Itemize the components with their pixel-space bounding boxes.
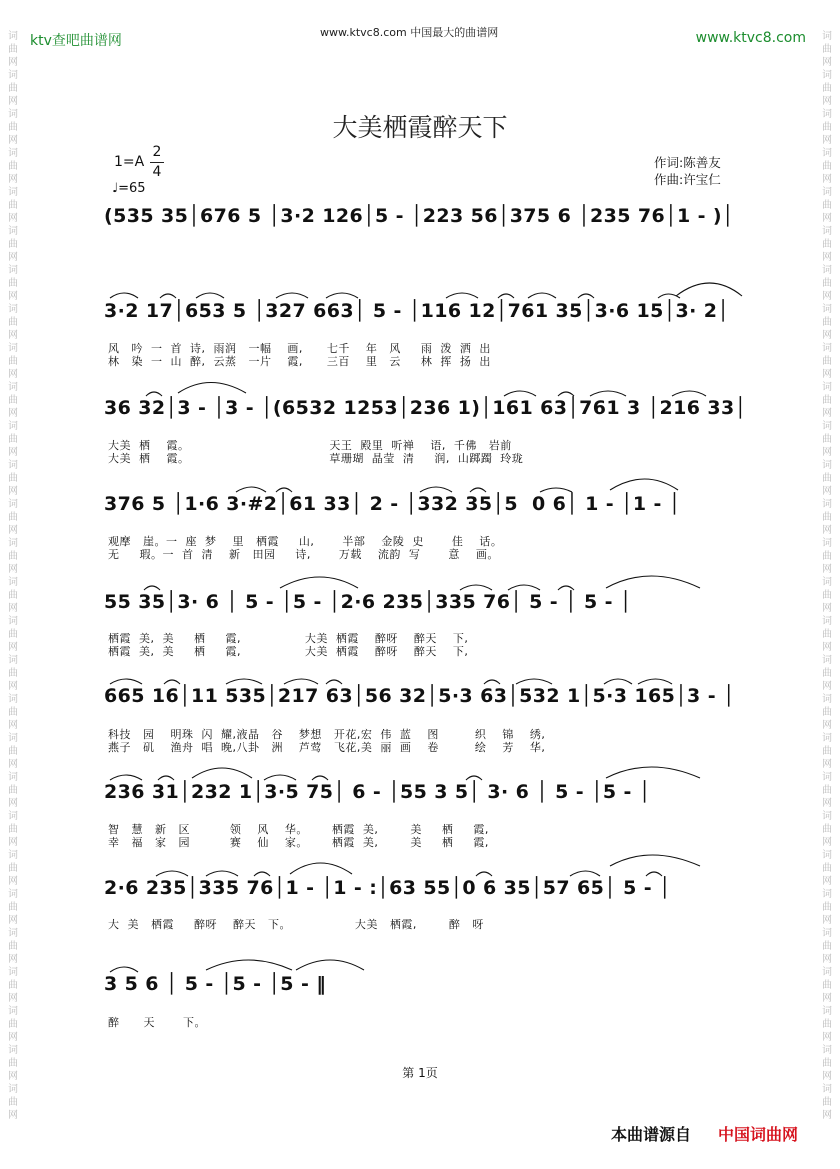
slur — [164, 680, 180, 684]
notation-line-3: 36 32│3 - │3 - │(6532 1253│236 1)│161 63│761 3 │216 33│ — [104, 397, 747, 419]
score-title: 大美栖霞醉天下 — [332, 113, 508, 142]
source-label: 本曲谱源自 — [611, 1125, 692, 1144]
slur — [226, 679, 262, 684]
slur — [604, 679, 632, 684]
slur — [540, 488, 572, 492]
site-logo-left: ktv查吧曲谱网 — [30, 33, 122, 49]
slur — [236, 487, 266, 492]
slur — [312, 776, 328, 780]
slur — [590, 391, 626, 396]
slur — [156, 871, 188, 876]
slur — [158, 776, 174, 780]
lyric-line-8-verse-1: 大 美 栖霞 醉呀 醉天 下。 大美 栖霞, 醉 呀 — [108, 918, 484, 931]
slur — [192, 768, 252, 778]
slur — [144, 586, 160, 590]
slur — [578, 294, 594, 298]
slur — [326, 293, 358, 298]
side-watermark-left: 词 曲 网 词 曲 网 词 曲 网 词 曲 网 词 曲 网 词 曲 网 词 曲 网 词 曲 网 词 曲 网 词 曲 网 词 曲 网 词 曲 网 词 曲 网 词 曲 网 词 曲 网 词 曲 网 词 曲 网 词 曲 网 词 曲 网 词 曲 网 词 曲 网 词 曲 网 词 曲 网 词 曲 网 词 曲 网 词 曲 网 词 曲 网 词 曲 网 — [8, 31, 18, 1121]
slur — [110, 967, 138, 972]
slur — [276, 488, 292, 492]
source-site: 中国词曲网 — [718, 1125, 799, 1144]
lyric-line-3-verse-1: 大美 栖 霞。 天王 殿里 听禅 语, 千佛 岩前 — [108, 439, 512, 452]
slur — [558, 586, 574, 590]
slur — [558, 392, 574, 396]
slur — [284, 679, 318, 684]
slur — [196, 293, 224, 298]
slur — [110, 679, 142, 684]
notation-line-5: 55 35│3· 6 │ 5 - │5 - │2·6 235│335 76│ 5 - │ 5 - │ — [104, 591, 632, 613]
slur — [606, 767, 700, 778]
lyricist-credit: 作词:陈善友 — [654, 155, 721, 170]
slur — [646, 872, 662, 876]
slur — [606, 576, 700, 588]
notation-line-1: (535 35│676 5 │3·2 126│5 - │223 56│375 6 │235 76│1 - )│ — [104, 205, 734, 227]
time-signature-top: 2 — [152, 144, 162, 160]
notation-line-2: 3·2 17│653 5 │327 663│ 5 - │116 12│761 35│3·6 15│3· 2│ — [104, 300, 730, 322]
slur — [420, 487, 452, 492]
page-number: 第 1页 — [402, 1066, 438, 1080]
lyric-line-6-verse-2: 燕子 矶 渔舟 唱 晚,八卦 洲 芦莺 飞花,美 丽 画 卷 绘 芳 华, — [108, 741, 546, 754]
slur — [570, 871, 600, 876]
tempo-marking: ♩=65 — [112, 181, 146, 196]
slur — [672, 391, 706, 396]
notation-line-8: 2·6 235│335 76│1 - │1 - :│63 55│0 6 35│57 65│ 5 - │ — [104, 877, 671, 899]
slur — [160, 294, 176, 298]
slur — [610, 855, 700, 866]
slur — [110, 293, 138, 298]
slur — [280, 577, 358, 588]
lyric-line-7-verse-2: 幸 福 家 园 赛 仙 家。 栖霞 美, 美 栖 霞, — [108, 836, 489, 849]
slur — [528, 293, 556, 298]
lyric-line-5-verse-1: 栖霞 美, 美 栖 霞, 大美 栖霞 醉呀 醉天 下, — [108, 632, 469, 645]
slur — [476, 872, 492, 876]
slur — [516, 679, 552, 684]
slur — [676, 283, 742, 296]
lyric-line-3-verse-2: 大美 栖 霞。 草珊瑚 晶莹 清 润, 山踯躅 玲珑 — [108, 452, 524, 465]
lyric-line-2-verse-2: 林 染 一 山 醉, 云蒸 一片 霞, 三百 里 云 林 挥 扬 出 — [108, 355, 491, 368]
slur — [460, 585, 492, 590]
slur — [484, 680, 500, 684]
slur — [446, 293, 478, 298]
slur — [610, 479, 678, 490]
slur — [638, 679, 672, 684]
notation-line-4: 376 5 │1·6 3·#2│61 33│ 2 - │332 35│5 0 6│ 1 - │1 - │ — [104, 493, 681, 515]
slur — [276, 293, 308, 298]
slur — [178, 383, 246, 394]
slur — [508, 585, 540, 590]
site-logo-right: www.ktvc8.com — [695, 30, 806, 46]
slur — [206, 871, 238, 876]
slur — [504, 391, 536, 396]
site-banner-center: www.ktvc8.com 中国最大的曲谱网 — [320, 26, 499, 39]
slur — [326, 680, 342, 684]
lyric-line-9-verse-1: 醉 天 下。 — [108, 1016, 206, 1029]
slur — [470, 488, 486, 492]
key-signature: 1=A — [114, 154, 145, 170]
lyric-line-4-verse-2: 无 瑕。一 首 清 新 田园 诗, 万载 流韵 写 意 画。 — [108, 548, 499, 561]
notation-line-9: 3 5 6 │ 5 - │5 - │5 - ‖ — [104, 973, 327, 995]
slur — [290, 863, 352, 874]
side-watermark-right: 词 曲 网 词 曲 网 词 曲 网 词 曲 网 词 曲 网 词 曲 网 词 曲 网 词 曲 网 词 曲 网 词 曲 网 词 曲 网 词 曲 网 词 曲 网 词 曲 网 词 曲 网 词 曲 网 词 曲 网 词 曲 网 词 曲 网 词 曲 网 词 曲 网 词 曲 网 词 曲 网 词 曲 网 词 曲 网 词 曲 网 词 曲 网 词 曲 网 — [822, 31, 832, 1121]
slur — [264, 775, 296, 780]
slur — [466, 776, 482, 780]
lyric-line-2-verse-1: 风 吟 一 首 诗, 雨润 一幅 画, 七千 年 风 雨 泼 洒 出 — [108, 342, 491, 355]
slur — [254, 872, 270, 876]
lyric-line-5-verse-2: 栖霞 美, 美 栖 霞, 大美 栖霞 醉呀 醉天 下, — [108, 645, 469, 658]
slur — [296, 960, 364, 970]
time-signature-bottom: 4 — [150, 162, 164, 182]
lyric-line-6-verse-1: 科技 园 明珠 闪 耀,液晶 谷 梦想 开花,宏 伟 蓝 图 织 锦 绣, — [108, 728, 546, 741]
slur — [146, 392, 162, 396]
lyric-line-4-verse-1: 观摩 崖。一 座 梦 里 栖霞 山, 半部 金陵 史 佳 话。 — [108, 535, 503, 548]
notation-line-6: 665 16│11 535│217 63│56 32│5·3 63│532 1│5·3 165│3 - │ — [104, 685, 735, 707]
notation-line-7: 236 31│232 1│3·5 75│ 6 - │55 3 5│ 3· 6 │ 5 - │5 - │ — [104, 781, 651, 803]
slur — [110, 775, 142, 780]
slur — [498, 294, 514, 298]
composer-credit: 作曲:许宝仁 — [654, 172, 721, 187]
lyric-line-7-verse-1: 智 慧 新 区 领 风 华。 栖霞 美, 美 栖 霞, — [108, 823, 489, 836]
slur — [206, 960, 292, 970]
